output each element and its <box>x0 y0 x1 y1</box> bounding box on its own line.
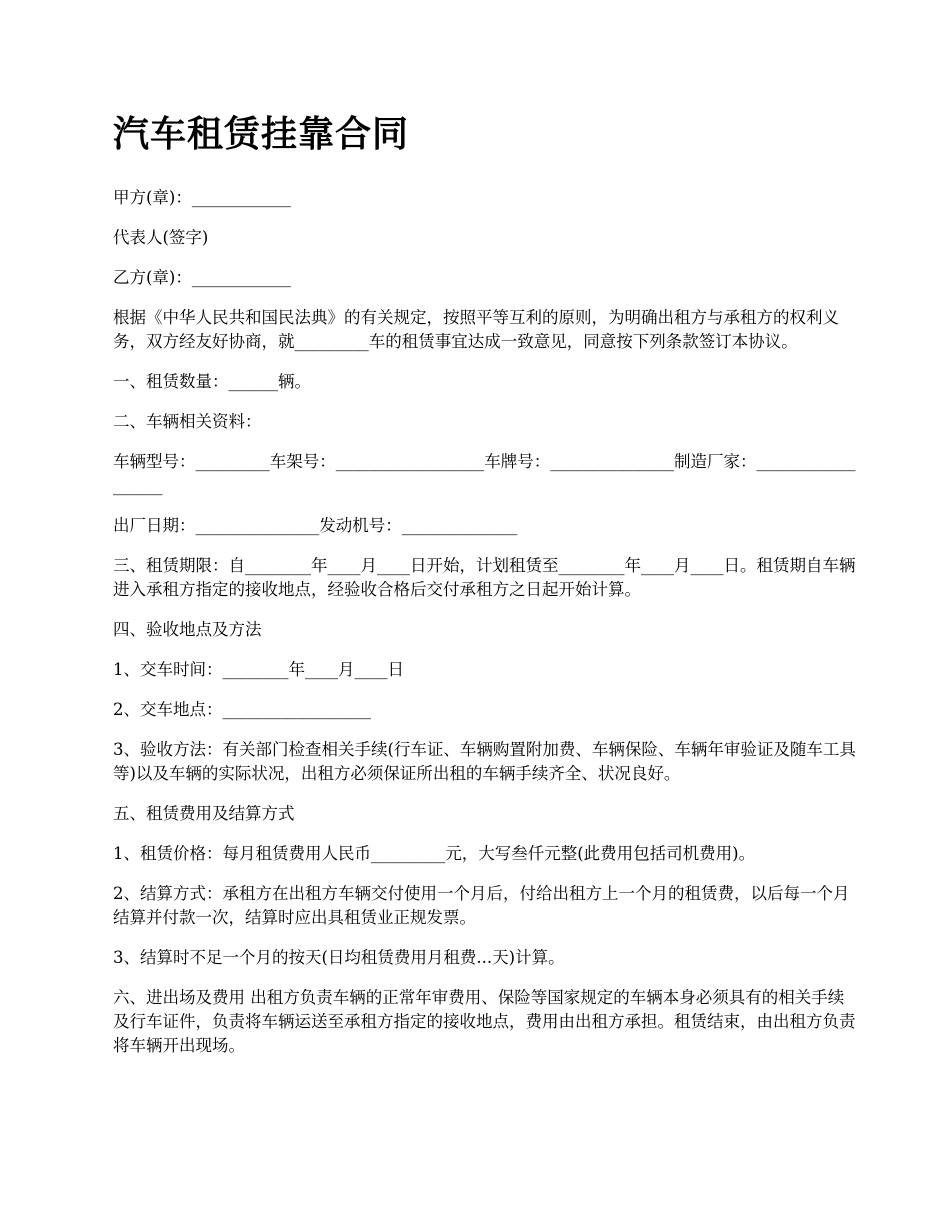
section-2-heading: 二、车辆相关资料： <box>113 412 262 431</box>
delivery-place-line: 2、交车地点：__________________ <box>113 700 371 719</box>
party-a-line: 甲方(章)：____________ <box>113 188 291 207</box>
inspection-method-paragraph: 3、验收方法：有关部门检查相关手续(行车证、车辆购置附加费、车辆保险、车辆年审验证及随车工具等)以及车辆的实际状况，出租方必须保证所出租的车辆手续齐全、状况良好。 <box>113 740 856 783</box>
document-title: 汽车租赁挂靠合同 <box>113 113 410 155</box>
preamble-paragraph: 根据《中华人民共和国民法典》的有关规定，按照平等互利的原则，为明确出租方与承租方的权利义务，双方经友好协商，就_________车的租赁事宜达成一致意见，同意按下列条款签订本协议。 <box>113 308 839 351</box>
manufacture-info-line: 出厂日期：_______________发动机号：______________ <box>113 516 518 535</box>
section-1-quantity: 一、租赁数量：______辆。 <box>113 372 311 391</box>
section-6-paragraph: 六、进出场及费用 出租方负责车辆的正常年审费用、保险等国家规定的车辆本身必须具有的相关手续及行车证件，负责将车辆运送至承租方指定的接收地点，费用由出租方承担。租赁结束，由出租方负责将车辆开出现场。 <box>113 988 856 1055</box>
representative-line: 代表人(签字) <box>113 228 209 247</box>
delivery-time-line: 1、交车时间：________年____月____日 <box>113 660 404 679</box>
party-b-line: 乙方(章)：____________ <box>113 268 291 287</box>
partial-month-line: 3、结算时不足一个月的按天(日均租赁费用月租费...天)计算。 <box>113 948 565 967</box>
settlement-method-paragraph: 2、结算方式：承租方在出租方车辆交付使用一个月后，付给出租方上一个月的租赁费，以后每一个月结算并付款一次，结算时应出具租赁业正规发票。 <box>113 884 850 927</box>
section-3-term: 三、租赁期限：自________年____月____日开始，计划租赁至________年____月____日。租赁期自车辆进入承租方指定的接收地点，经验收合格后交付承租方之日起开始计算。 <box>113 556 856 599</box>
document-page <box>113 108 858 1074</box>
rental-price-line: 1、租赁价格：每月租赁费用人民币_________元，大写叁仟元整(此费用包括司机费用)。 <box>113 844 756 863</box>
section-5-heading: 五、租赁费用及结算方式 <box>113 804 295 823</box>
section-4-heading: 四、验收地点及方法 <box>113 620 262 639</box>
vehicle-info-line: 车辆型号：_________车架号：__________________车牌号：_______________制造厂家：__________________ <box>113 452 856 495</box>
